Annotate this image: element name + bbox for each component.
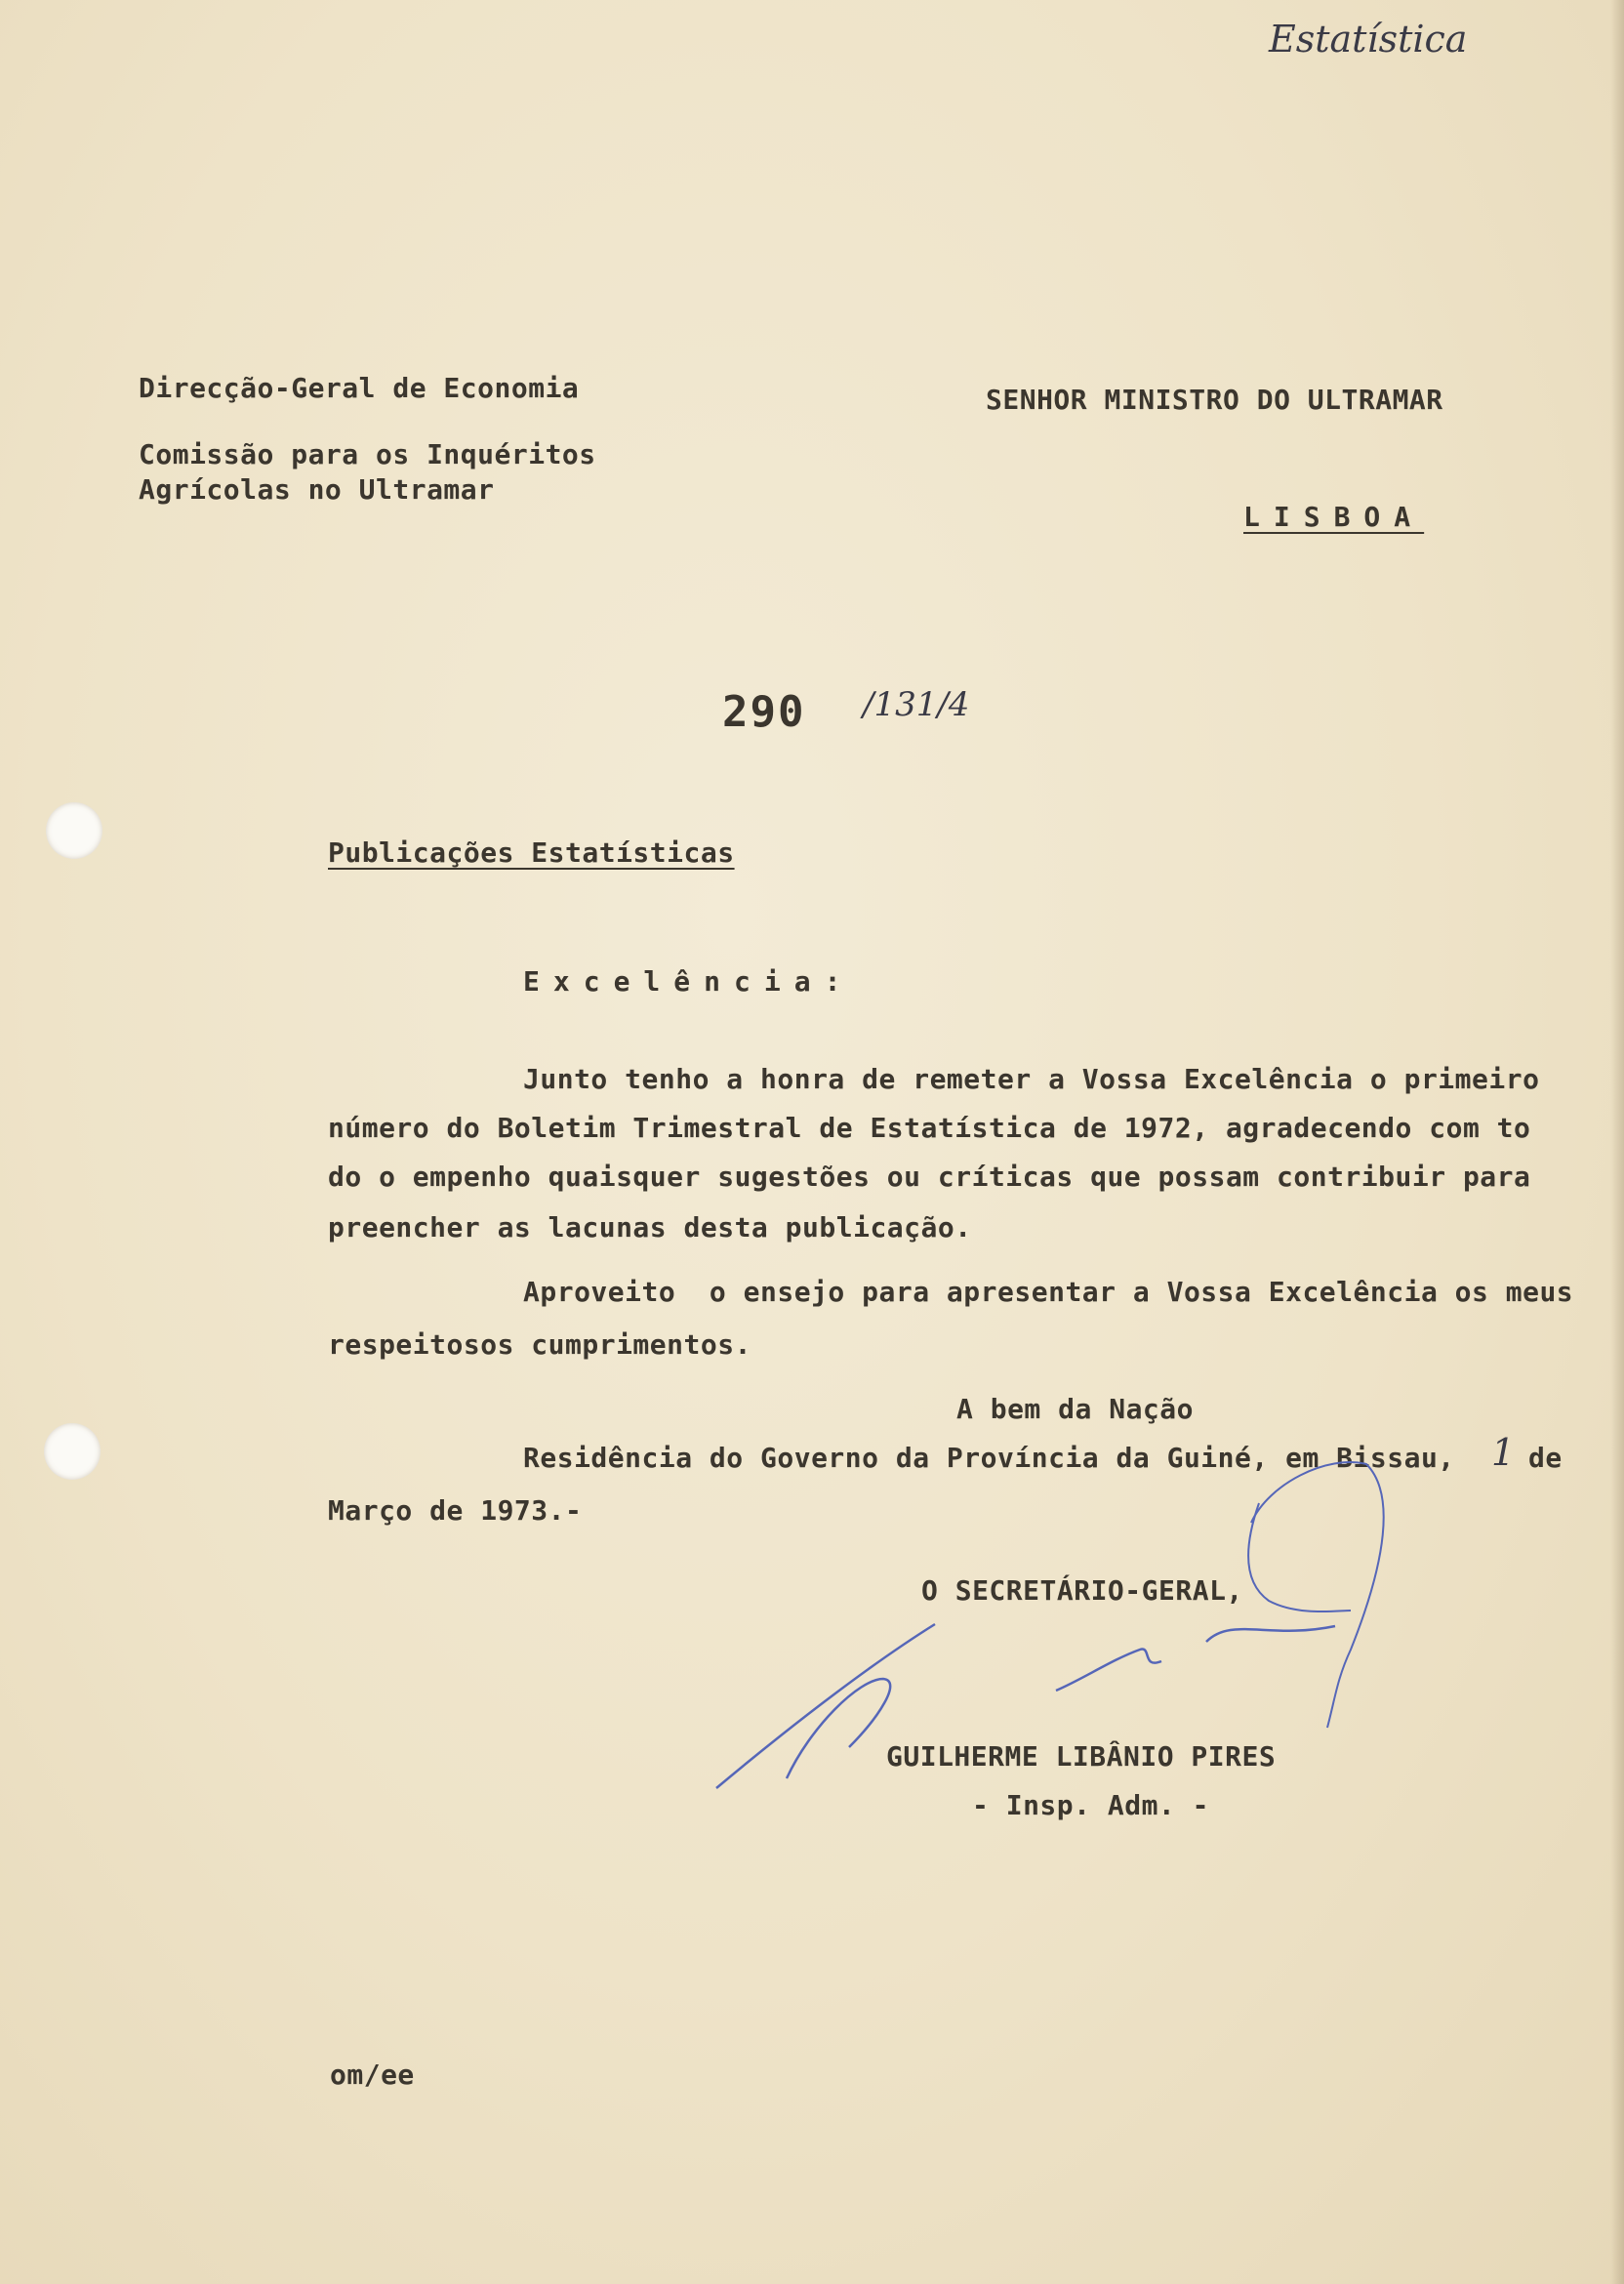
reference-handwritten-suffix: /131/4 (863, 685, 970, 724)
signatory-name: GUILHERME LIBÂNIO PIRES (886, 1740, 1277, 1773)
closing-place-line-end: de (1528, 1442, 1563, 1474)
sender-line-2: Comissão para os Inquéritos (139, 438, 596, 470)
subject-line: Publicações Estatísticas (328, 836, 735, 869)
recipient-city: LISBOA (1243, 501, 1425, 533)
salutation: Excelência: (523, 965, 855, 998)
body-paragraph-1-line-3: do o empenho quaisquer sugestões ou críticas que possam contribuir para (328, 1161, 1531, 1193)
sender-line-1: Direcção-Geral de Economia (139, 372, 580, 404)
body-paragraph-2-line-1: Aproveito o ensejo para apresentar a Vossa Excelência os meus (523, 1276, 1574, 1308)
body-paragraph-1-line-1: Junto tenho a honra de remeter a Vossa Excelência o primeiro (523, 1063, 1540, 1095)
handwritten-category-tag: Estatística (1269, 18, 1468, 61)
closing-day-handwritten: 1 (1491, 1431, 1516, 1474)
body-paragraph-1-line-2: número do Boletim Trimestral de Estatística de 1972, agradecendo com to (328, 1112, 1531, 1144)
sender-line-3: Agrícolas no Ultramar (139, 473, 495, 506)
body-paragraph-2-line-2: respeitosos cumprimentos. (328, 1328, 751, 1361)
closing-motto: A bem da Nação (956, 1393, 1195, 1425)
reference-number: 290 (722, 687, 806, 737)
body-paragraph-1-line-4: preencher as lacunas desta publicação. (328, 1211, 972, 1244)
signatory-title: O SECRETÁRIO-GERAL, (921, 1574, 1243, 1607)
closing-place-line: Residência do Governo da Província da Guiné, em Bissau, (523, 1442, 1455, 1474)
signatory-role: - Insp. Adm. - (972, 1789, 1210, 1821)
recipient-name: SENHOR MINISTRO DO ULTRAMAR (986, 384, 1443, 416)
closing-date-line: Março de 1973.- (328, 1494, 583, 1527)
reference-initials: om/ee (330, 2059, 415, 2091)
